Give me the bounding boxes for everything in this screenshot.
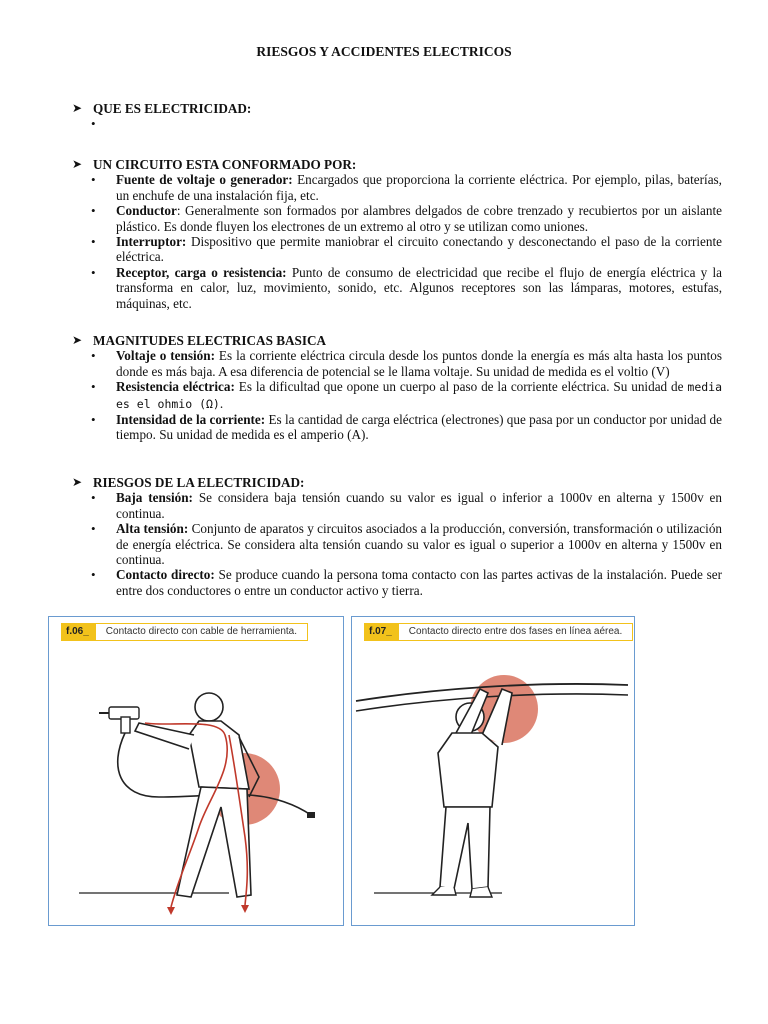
- section-heading: [72, 157, 722, 172]
- figure-f07: [351, 616, 635, 926]
- overhead-line-contact-illustration: [352, 617, 636, 927]
- list-item: [72, 203, 722, 234]
- bullet-list: [72, 490, 722, 598]
- item-term: Fuente de voltaje o generador:: [116, 172, 293, 188]
- list-item: [72, 521, 722, 567]
- section-heading: [72, 101, 722, 116]
- section-heading: [72, 475, 722, 490]
- list-item: [72, 412, 722, 443]
- item-text: Conjunto de aparatos y circuitos asociados a la producción, conversión, transformación o utilización de energía eléctrica. Se considera alta tensión cuando su valor es igual o superior a 1000v en alterna y 1500v en continua.: [116, 521, 723, 568]
- item-term: Intensidad de la corriente:: [116, 412, 266, 428]
- arrow-bullet-icon: ➤: [72, 101, 83, 115]
- item-text: Es la cantidad de carga eléctrica (electrones) que pasa por un conductor por unidad de tiempo. Su unidad de medida es el amperio (A).: [116, 412, 722, 443]
- list-item: [72, 490, 722, 521]
- item-text: : Generalmente son formados por alambres delgados de cobre trenzado y recubiertos por un aislante plástico. Es donde fluyen los electrones de un extremo al otro y se utilizan como uniones.: [116, 203, 722, 234]
- item-term: Interruptor:: [116, 234, 187, 250]
- list-item: [72, 348, 722, 379]
- item-text: Se considera baja tensión cuando su valor es igual o inferior a 1000v en alterna y 1500v en continua.: [116, 490, 722, 521]
- bullet-list: [72, 116, 722, 131]
- arrow-bullet-icon: ➤: [72, 475, 83, 489]
- list-item: [72, 234, 722, 265]
- item-term: Conductor: [116, 203, 177, 219]
- figure-caption: [364, 623, 633, 641]
- item-text: Es la dificultad que opone un cuerpo al paso de la corriente eléctrica. Su unidad de: [234, 379, 688, 395]
- figure-tag: f.07_: [364, 623, 398, 641]
- list-item-empty: [72, 116, 722, 131]
- section-heading-text: MAGNITUDES ELECTRICAS BASICA: [93, 333, 327, 348]
- item-term: Receptor, carga o resistencia:: [116, 264, 287, 280]
- figure-caption-text: Contacto directo entre dos fases en línea aérea.: [398, 623, 633, 641]
- item-text: Encargados que proporciona la corriente eléctrica. Por ejemplo, pilas, baterías, un enchufe de una instalación fija, etc.: [116, 172, 722, 203]
- item-term: Baja tensión:: [116, 490, 193, 506]
- item-text-mono: media es el ohmio (Ω): [116, 380, 723, 411]
- document-title: RIESGOS Y ACCIDENTES ELECTRICOS: [256, 44, 512, 59]
- bullet-list: [72, 348, 722, 442]
- list-item: [72, 265, 722, 311]
- section-que-es-electricidad: [72, 101, 722, 132]
- list-item: [72, 172, 722, 203]
- section-heading-text: UN CIRCUITO ESTA CONFORMADO POR:: [93, 157, 357, 172]
- item-text: Punto de consumo de electricidad que recibe el flujo de energía eléctrica y la transforma en calor, luz, movimiento, sonido, etc. Algunos receptores son las lámparas, motores, estufas, máquinas, etc.: [116, 264, 722, 311]
- arrow-bullet-icon: ➤: [72, 333, 83, 347]
- drill-contact-illustration: [49, 617, 345, 927]
- section-magnitudes: [72, 333, 722, 443]
- item-term: Contacto directo:: [116, 567, 215, 583]
- item-term: Resistencia eléctrica:: [116, 379, 235, 395]
- figure-tag: f.06_: [61, 623, 95, 641]
- item-term: Alta tensión:: [116, 521, 189, 537]
- item-text: Es la corriente eléctrica circula desde los puntos donde la energía es más alta hasta los puntos donde es más baja. A esa diferencia de potencial se le llama voltaje. Su unidad de medida es el voltio (V): [116, 348, 722, 379]
- item-term: Voltaje o tensión:: [116, 348, 215, 364]
- item-text: Se produce cuando la persona toma contacto con las partes activas de la instalación. Puede ser entre dos conductores o entre un conductor activo y tierra.: [116, 567, 722, 598]
- section-circuito: [72, 157, 722, 311]
- list-item: [72, 379, 722, 412]
- list-item: [72, 567, 722, 598]
- section-riesgos: [72, 475, 722, 598]
- figure-f06: [48, 616, 344, 926]
- figure-caption-text: Contacto directo con cable de herramienta.: [95, 623, 308, 641]
- arrow-bullet-icon: ➤: [72, 157, 83, 171]
- section-heading-text: RIESGOS DE LA ELECTRICIDAD:: [93, 475, 305, 490]
- bullet-list: [72, 172, 722, 311]
- section-heading-text: QUE ES ELECTRICIDAD:: [93, 101, 252, 116]
- section-heading: [72, 333, 722, 348]
- figure-caption: [61, 623, 308, 641]
- item-text: Dispositivo que permite maniobrar el circuito conectando y desconectando el paso de la corriente eléctrica.: [116, 234, 722, 265]
- item-text-tail: .: [219, 395, 224, 411]
